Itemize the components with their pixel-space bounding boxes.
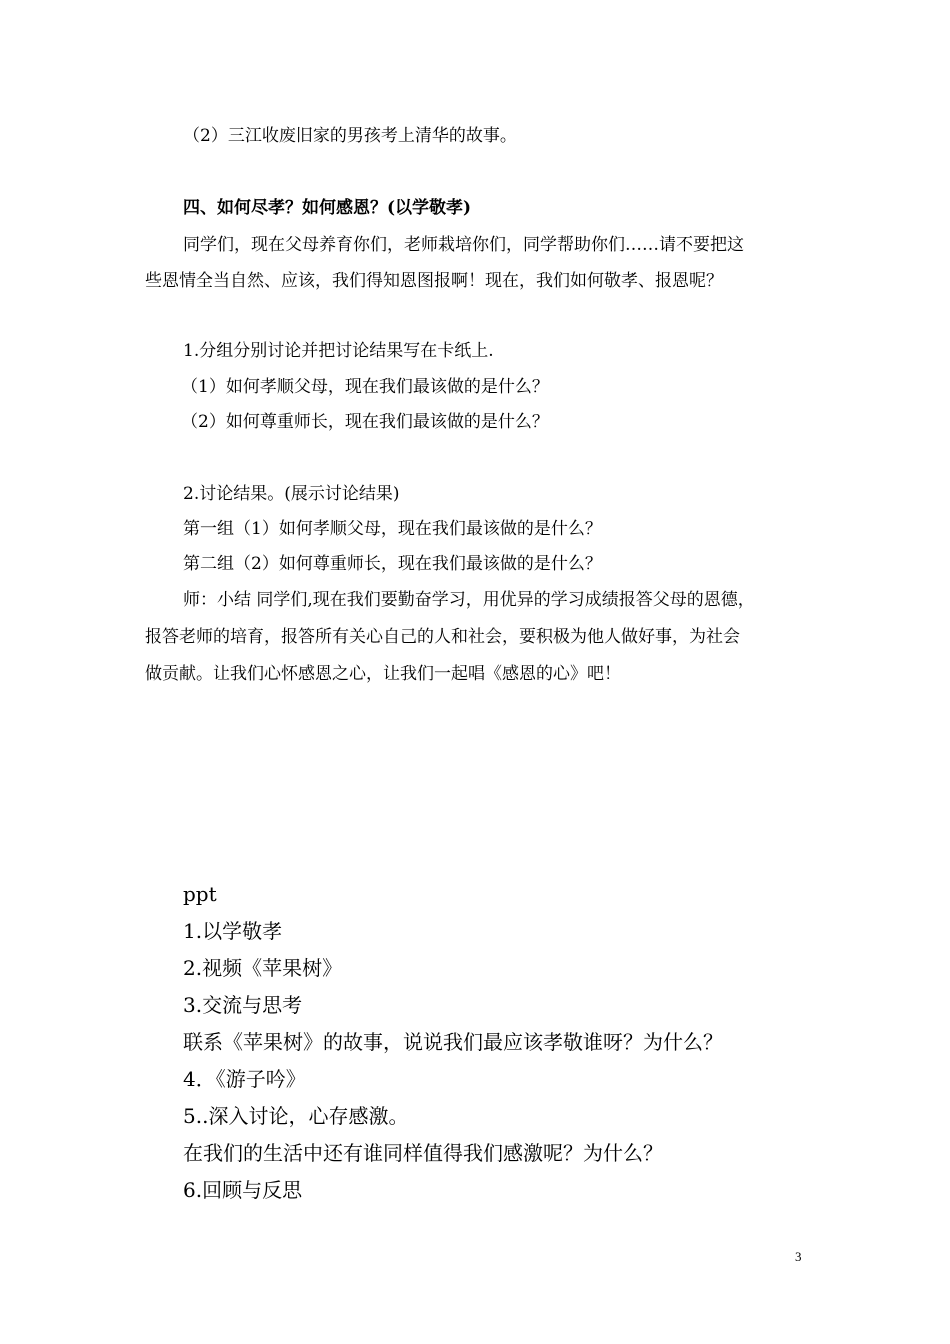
step-1-item-1: （1）如何孝顺父母，现在我们最该做的是什么？ bbox=[181, 377, 549, 397]
ppt-item-1: 1.以学敬孝 bbox=[183, 919, 283, 943]
ppt-label: ppt bbox=[183, 882, 217, 906]
ppt-item-5: 4．《游子吟》 bbox=[183, 1067, 306, 1091]
intro-line-2: 些恩情全当自然、应该，我们得知恩图报啊！现在，我们如何敬孝、报恩呢？ bbox=[145, 271, 723, 291]
step-2-title: 2.讨论结果。(展示讨论结果) bbox=[183, 484, 400, 504]
page-number: 3 bbox=[795, 1249, 802, 1264]
ppt-item-7: 在我们的生活中还有谁同样值得我们感激呢？为什么？ bbox=[183, 1141, 663, 1165]
summary-line-2: 报答老师的培育，报答所有关心自己的人和社会，要积极为他人做好事，为社会 bbox=[145, 627, 740, 647]
intro-line-1: 同学们，现在父母养育你们，老师栽培你们，同学帮助你们……请不要把这 bbox=[183, 235, 744, 255]
step-1-item-2: （2）如何尊重师长，现在我们最该做的是什么？ bbox=[181, 412, 549, 432]
step-2-item-2: 第二组（2）如何尊重师长，现在我们最该做的是什么？ bbox=[183, 554, 602, 574]
summary-line-1: 师：小结 同学们,现在我们要勤奋学习，用优异的学习成绩报答父母的恩德， bbox=[183, 590, 755, 610]
ppt-item-6: 5..深入讨论，心存感激。 bbox=[183, 1104, 409, 1128]
step-2-item-1: 第一组（1）如何孝顺父母，现在我们最该做的是什么？ bbox=[183, 519, 602, 539]
story-item-2: （2）三江收废旧家的男孩考上清华的故事。 bbox=[183, 126, 517, 146]
ppt-item-4: 联系《苹果树》的故事，说说我们最应该孝敬谁呀？为什么？ bbox=[183, 1030, 723, 1054]
ppt-item-2: 2.视频《苹果树》 bbox=[183, 956, 343, 980]
summary-line-3: 做贡献。让我们心怀感恩之心，让我们一起唱《感恩的心》吧！ bbox=[145, 664, 621, 684]
ppt-item-3: 3.交流与思考 bbox=[183, 993, 303, 1017]
step-1-title: 1.分组分别讨论并把讨论结果写在卡纸上. bbox=[183, 341, 494, 361]
ppt-item-8: 6.回顾与反思 bbox=[183, 1178, 303, 1202]
section-heading: 四、如何尽孝？如何感恩？(以学敬孝) bbox=[183, 198, 472, 218]
